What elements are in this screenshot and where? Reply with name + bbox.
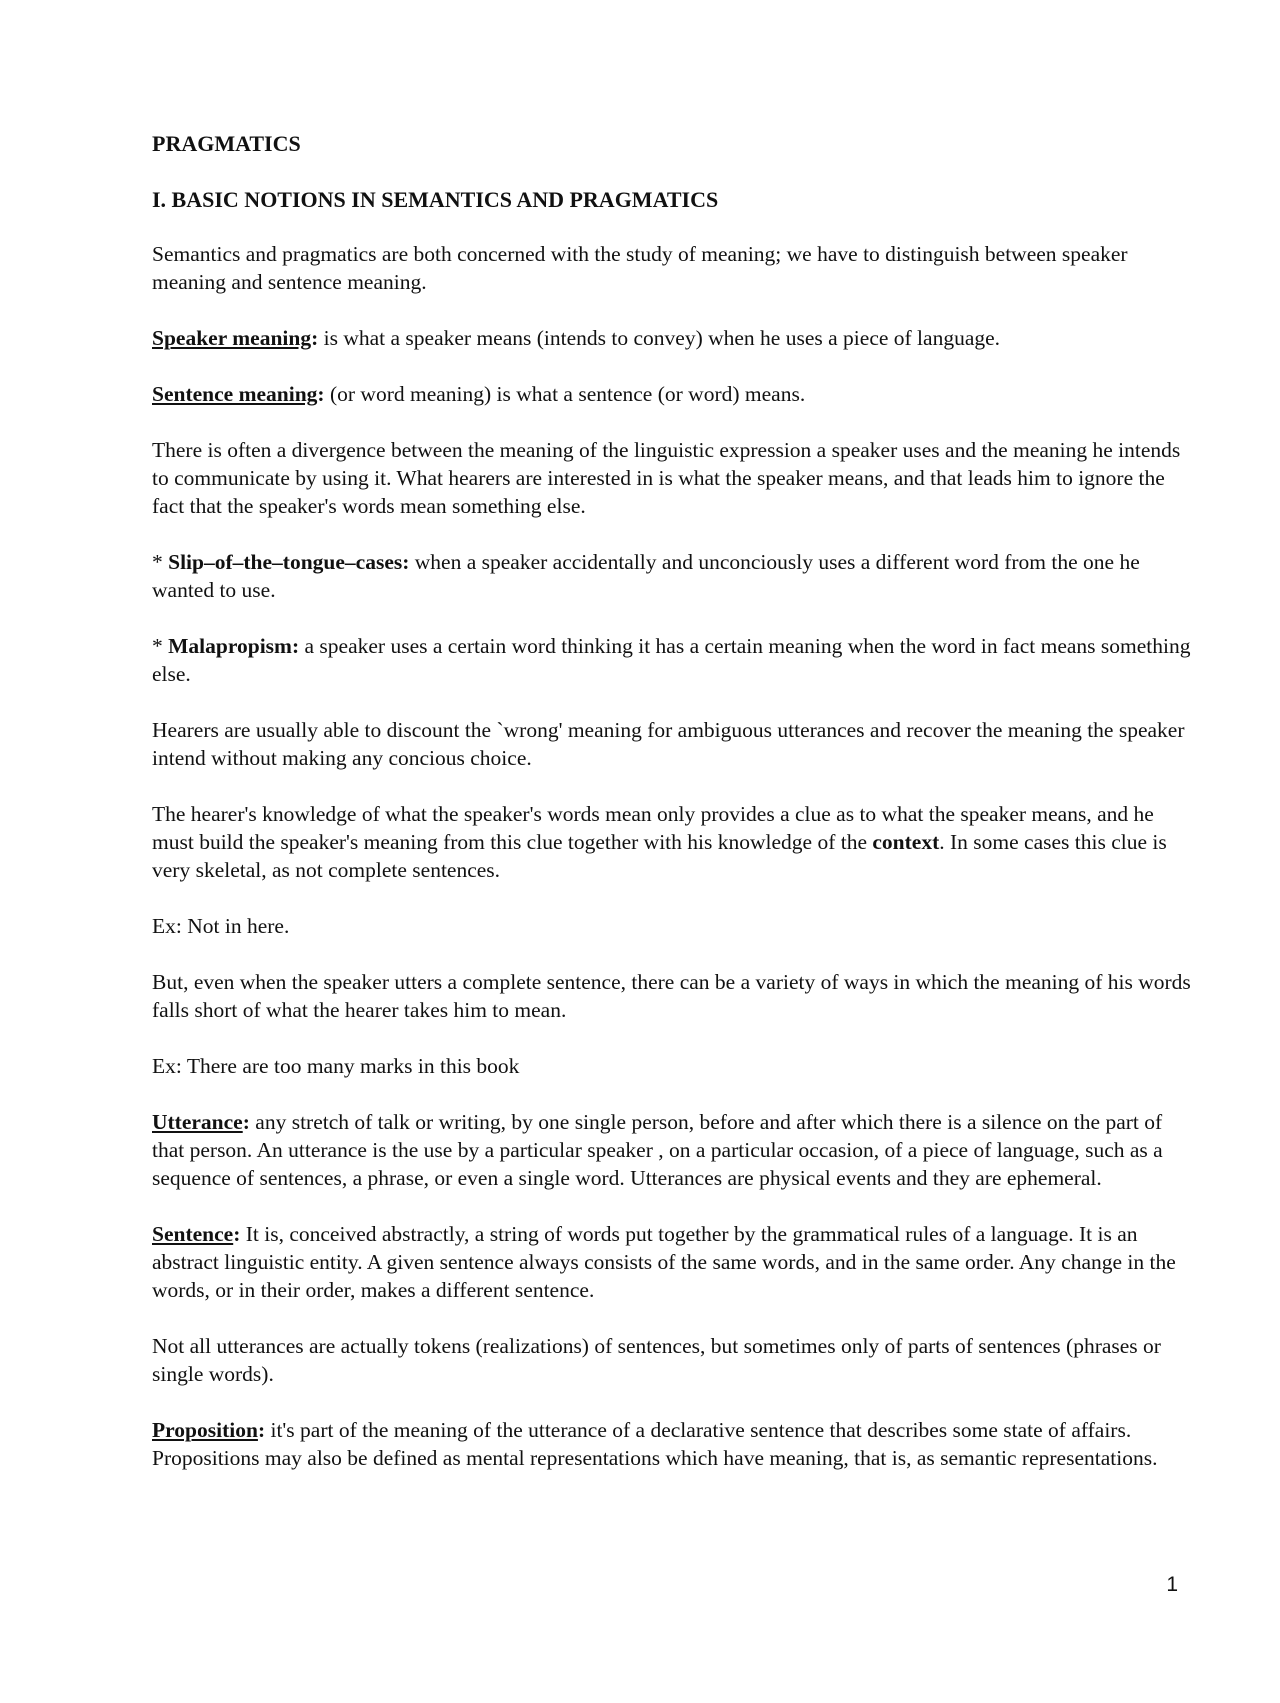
context-term: context xyxy=(872,830,940,854)
malapropism-text: a speaker uses a certain word thinking it has a certain meaning when the word in fact means something else. xyxy=(152,634,1191,686)
utterance-colon: : xyxy=(242,1110,250,1134)
sentence-definition xyxy=(152,1220,1192,1304)
proposition-term: Proposition xyxy=(152,1418,258,1442)
example-1: Ex: Not in here. xyxy=(152,914,290,938)
utterance-definition xyxy=(152,1108,1192,1192)
intro-paragraph: Semantics and pragmatics are both concerned with the study of meaning; we have to distinguish between speaker meaning and sentence meaning. xyxy=(152,242,1128,294)
section-heading: I. BASIC NOTIONS IN SEMANTICS AND PRAGMATICS xyxy=(152,187,719,212)
speaker-meaning-text: is what a speaker means (intends to convey) when he uses a piece of language. xyxy=(318,326,1001,350)
slip-of-tongue-item xyxy=(152,548,1192,604)
slip-text: when a speaker accidentally and unconciously uses a different word from the one he wanted to use. xyxy=(152,550,1140,602)
example-2: Ex: There are too many marks in this book xyxy=(152,1054,520,1078)
proposition-definition xyxy=(152,1416,1192,1472)
page-number: 1 xyxy=(1166,1573,1178,1596)
proposition-colon: : xyxy=(257,1418,266,1442)
sentence-text: It is, conceived abstractly, a string of words put together by the grammatical rules of a language. It is an abstract linguistic entity. A given sentence always consists of the same words, and in the same order. Any change in the words, or in their order, makes a different sentence. xyxy=(152,1222,1176,1302)
utterance-text: any stretch of talk or writing, by one single person, before and after which there is a silence on the part of that person. An utterance is the use by a particular speaker , on a particular occasion, of a piece of language, such as a sequence of sentences, a phrase, or even a single word. Utterances are physical events and they are ephemeral. xyxy=(152,1110,1163,1190)
utterance-term: Utterance xyxy=(152,1110,243,1134)
slip-bullet: * xyxy=(152,550,169,574)
document-title: PRAGMATICS xyxy=(152,131,301,156)
divergence-paragraph: There is often a divergence between the meaning of the linguistic expression a speaker uses and the meaning he intends to communicate by using it. What hearers are interested in is what the speaker means, and that leads him to ignore the fact that the speaker's words mean something else. xyxy=(152,438,1181,518)
sentence-meaning-term: Sentence meaning xyxy=(152,382,318,406)
not-all-paragraph: Not all utterances are actually tokens (realizations) of sentences, but sometimes only of parts of sentences (phrases or single words). xyxy=(152,1334,1161,1386)
sentence-meaning-text: (or word meaning) is what a sentence (or word) means. xyxy=(324,382,806,406)
knowledge-paragraph xyxy=(152,800,1192,884)
proposition-text: it's part of the meaning of the utterance of a declarative sentence that describes some state of affairs. Propositions may also be defined as mental representations which have meaning, that is, as semantic representations. xyxy=(152,1418,1158,1470)
document-page xyxy=(152,130,1192,1500)
sentence-meaning-definition xyxy=(152,380,1192,408)
speaker-meaning-term: Speaker meaning xyxy=(152,326,312,350)
but-paragraph: But, even when the speaker utters a complete sentence, there can be a variety of ways in which the meaning of his words falls short of what the hearer takes him to mean. xyxy=(152,970,1191,1022)
sentence-colon: : xyxy=(233,1222,241,1246)
malapropism-bullet: * xyxy=(152,634,169,658)
sentence-term: Sentence xyxy=(152,1222,234,1246)
knowledge-text-before: The hearer's knowledge of what the speaker's words mean only provides a clue as to what the speaker means, and he must build the speaker's meaning from this clue together with his knowledge of the xyxy=(152,802,1154,854)
speaker-meaning-definition xyxy=(152,324,1192,352)
malapropism-term: Malapropism: xyxy=(168,634,300,658)
knowledge-text-after: . In some cases this clue is very skeletal, as not complete sentences. xyxy=(152,830,1167,882)
slip-term: Slip–of–the–tongue–cases: xyxy=(168,550,410,574)
speaker-meaning-colon: : xyxy=(311,326,319,350)
sentence-meaning-colon: : xyxy=(317,382,325,406)
malapropism-item xyxy=(152,632,1192,688)
hearers-paragraph: Hearers are usually able to discount the `wrong' meaning for ambiguous utterances and recover the meaning the speaker intend without making any concious choice. xyxy=(152,718,1185,770)
